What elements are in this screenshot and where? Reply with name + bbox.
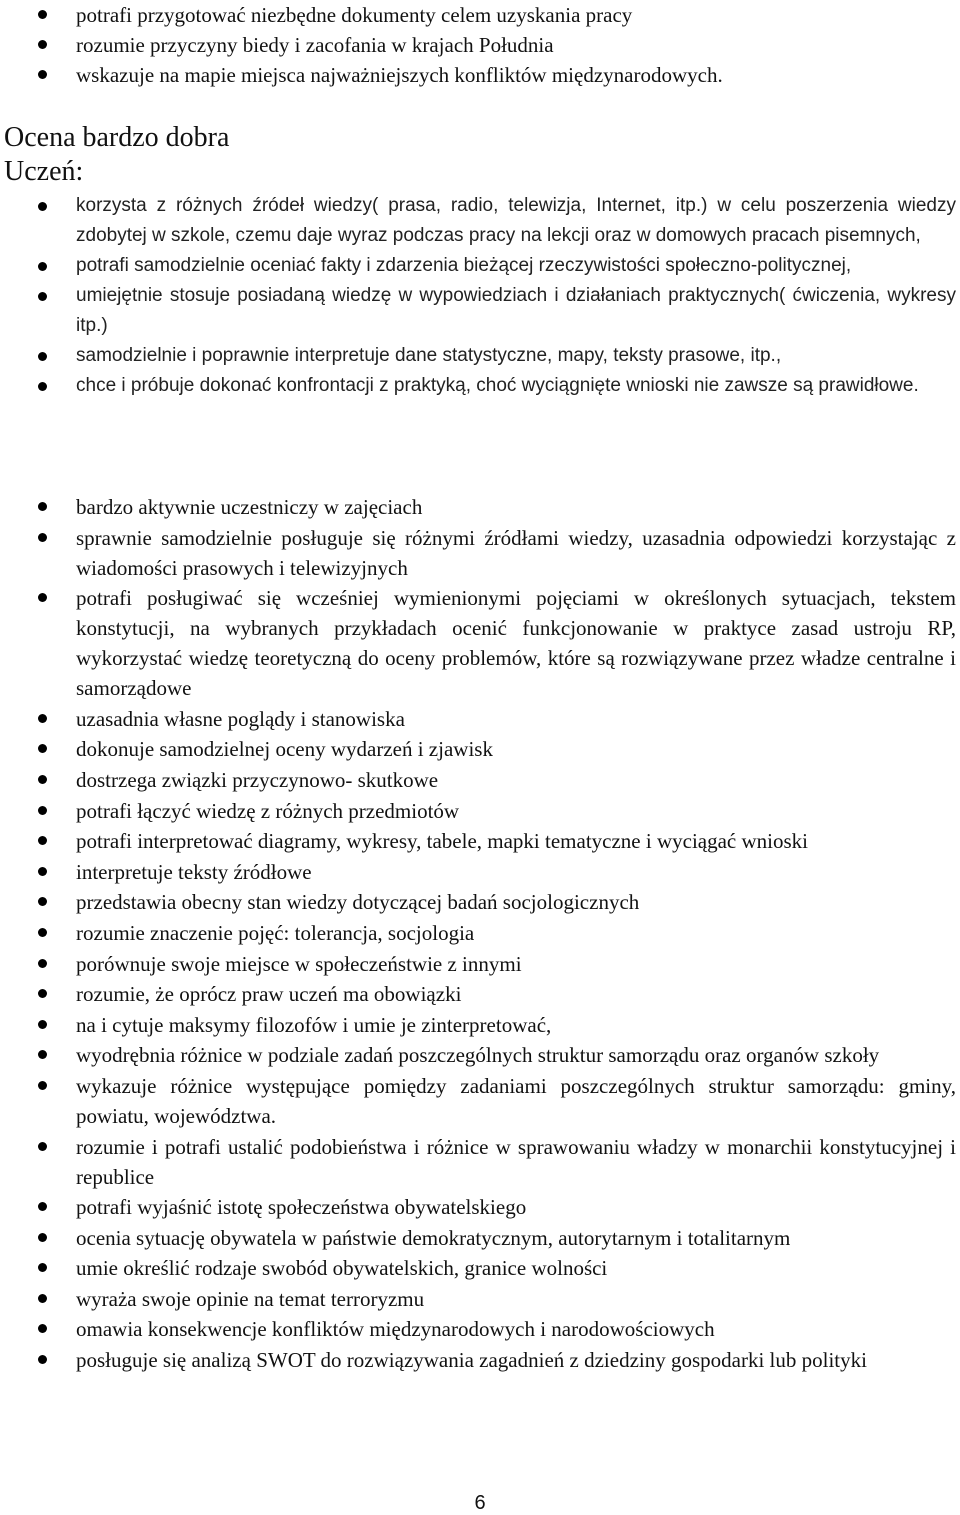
list-item: rozumie przyczyny biedy i zacofania w krajach Południa [0,30,960,60]
list-item: rozumie, że oprócz praw uczeń ma obowiązki [0,979,960,1009]
list-item: potrafi przygotować niezbędne dokumenty celem uzyskania pracy [0,0,960,30]
list-item: sprawnie samodzielnie posługuje się różnymi źródłami wiedzy, uzasadnia odpowiedzi korzystając z wiadomości prasowych i telewizyjnych [0,523,960,583]
list-item: przedstawia obecny stan wiedzy dotyczącej badań socjologicznych [0,887,960,917]
list-item: chce i próbuje dokonać konfrontacji z praktyką, choć wyciągnięte wnioski nie zawsze są prawidłowe. [0,371,960,401]
list-item: ocenia sytuację obywatela w państwie demokratycznym, autorytarnym i totalitarnym [0,1223,960,1253]
page-number: 6 [474,1492,486,1514]
list-item: dokonuje samodzielnej oceny wydarzeń i zjawisk [0,734,960,764]
top-bullet-list [0,0,960,90]
list-item: wyodrębnia różnice w podziale zadań poszczególnych struktur samorządu oraz organów szkoły [0,1040,960,1070]
list-item: potrafi posługiwać się wcześniej wymienionymi pojęciami w określonych sytuacjach, tekstem konstytucji, na wybranych przykładach ocenić funkcjonowanie w praktyce zasad ustroju RP, wykorzystać wiedzę teoretyczną do oceny problemów, które są rozwiązywane przez władze centralne i samorządowe [0,583,960,703]
list-item: wykazuje różnice występujące pomiędzy zadaniami poszczególnych struktur samorządu: gminy, powiatu, województwa. [0,1071,960,1131]
list-item: potrafi wyjaśnić istotę społeczeństwa obywatelskiego [0,1192,960,1222]
lower-bullet-list [0,492,960,1376]
list-item: wskazuje na mapie miejsca najważniejszych konfliktów międzynarodowych. [0,60,960,90]
student-label: Uczeń: [4,156,84,187]
list-item: posługuje się analizą SWOT do rozwiązywania zagadnień z dziedziny gospodarki lub polityki [0,1345,960,1375]
list-item: umie określić rodzaje swobód obywatelskich, granice wolności [0,1253,960,1283]
list-item: potrafi interpretować diagramy, wykresy, tabele, mapki tematyczne i wyciągać wnioski [0,826,960,856]
list-item: bardzo aktywnie uczestniczy w zajęciach [0,492,960,522]
list-item: uzasadnia własne poglądy i stanowiska [0,704,960,734]
middle-bullet-list [0,191,960,401]
list-item: rozumie znaczenie pojęć: tolerancja, socjologia [0,918,960,948]
list-item: samodzielnie i poprawnie interpretuje dane statystyczne, mapy, teksty prasowe, itp., [0,341,960,371]
list-item: rozumie i potrafi ustalić podobieństwa i różnice w sprawowaniu władzy w monarchii konstytucyjnej i republice [0,1132,960,1192]
grade-heading: Ocena bardzo dobra [4,122,230,153]
list-item: potrafi łączyć wiedzę z różnych przedmiotów [0,796,960,826]
list-item: umiejętnie stosuje posiadaną wiedzę w wypowiedziach i działaniach praktycznych( ćwiczenia, wykresy itp.) [0,281,960,341]
list-item: interpretuje teksty źródłowe [0,857,960,887]
list-item: dostrzega związki przyczynowo- skutkowe [0,765,960,795]
list-item: korzysta z różnych źródeł wiedzy( prasa, radio, telewizja, Internet, itp.) w celu poszerzenia wiedzy zdobytej w szkole, czemu daje wyraz podczas pracy na lekcji oraz w domowych pracach pisemnych, [0,191,960,251]
list-item: porównuje swoje miejsce w społeczeństwie z innymi [0,949,960,979]
list-item: potrafi samodzielnie oceniać fakty i zdarzenia bieżącej rzeczywistości społeczno-politycznej, [0,251,960,281]
list-item: omawia konsekwencje konfliktów międzynarodowych i narodowościowych [0,1314,960,1344]
list-item: wyraża swoje opinie na temat terroryzmu [0,1284,960,1314]
list-item: na i cytuje maksymy filozofów i umie je zinterpretować, [0,1010,960,1040]
